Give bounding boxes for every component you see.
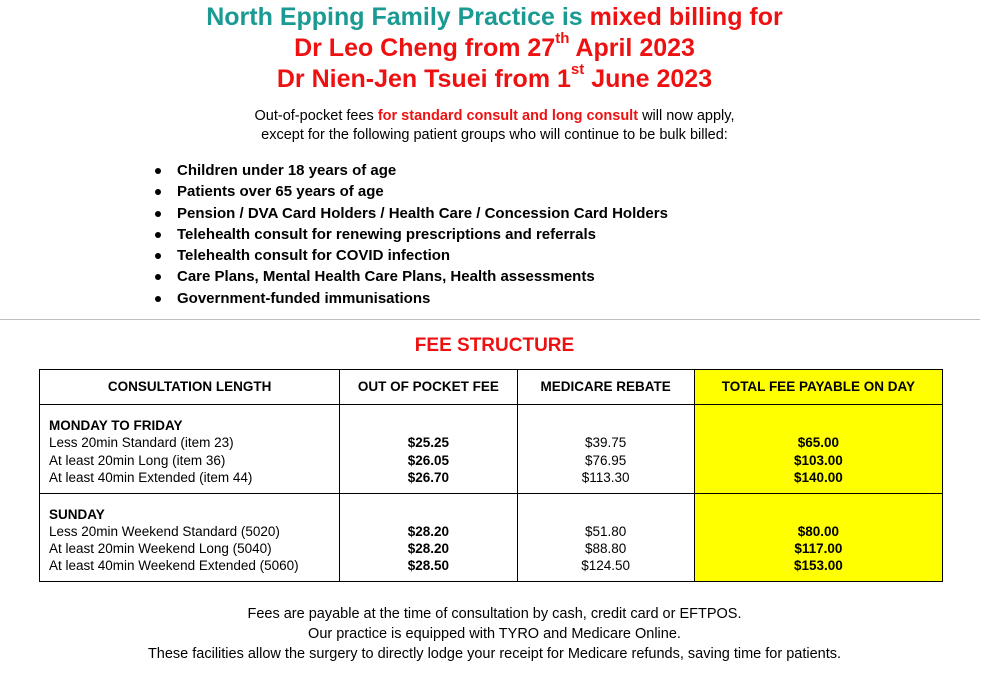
sunday-total <box>694 493 942 582</box>
practice-name: North Epping Family Practice is <box>206 3 583 31</box>
bullet-icon <box>155 296 161 302</box>
weekday-label: MONDAY TO FRIDAY <box>49 418 183 433</box>
table-row-weekday <box>40 405 943 494</box>
sunday-total-standard: $80.00 <box>797 523 839 539</box>
sunday-out-of-pocket <box>340 493 517 582</box>
sunday-item-standard: Less 20min Weekend Standard (5020) <box>49 523 280 539</box>
sunday-oop-extended: $28.50 <box>407 558 450 574</box>
sunday-total-long: $117.00 <box>794 541 843 557</box>
list-item-label: Pension / DVA Card Holders / Health Care / Concession Card Holders <box>177 204 668 222</box>
sunday-rebate-standard: $51.80 <box>584 523 627 539</box>
weekday-oop-standard: $25.25 <box>407 435 450 451</box>
sunday-item-extended: At least 40min Weekend Extended (5060) <box>49 558 299 574</box>
weekday-total-extended: $140.00 <box>793 469 843 485</box>
list-item <box>155 181 668 202</box>
list-item <box>155 224 668 245</box>
intro-line-1 <box>0 107 989 126</box>
list-item <box>155 160 668 181</box>
weekday-item-long: At least 20min Long (item 36) <box>49 452 226 468</box>
billing-notice: mixed billing for <box>589 3 783 31</box>
doctor-2-date-suffix: st <box>570 60 585 78</box>
list-item <box>155 266 668 287</box>
doctor-1-date: April 2023 <box>575 34 695 62</box>
sunday-oop-long: $28.20 <box>407 541 450 557</box>
table-row-sunday <box>40 493 943 582</box>
header-medicare-rebate: MEDICARE REBATE <box>517 370 694 405</box>
weekday-rebate-extended: $113.30 <box>581 469 630 485</box>
fee-table <box>39 369 943 582</box>
fee-structure-title: FEE STRUCTURE <box>414 335 575 356</box>
list-item-label: Children under 18 years of age <box>177 162 397 179</box>
doctor-2-text: Dr Nien-Jen Tsuei from 1 <box>276 65 571 93</box>
doctor-1-text: Dr Leo Cheng from 27 <box>294 34 556 62</box>
bullet-icon <box>155 232 161 238</box>
intro-line-2: except for the following patient groups who will continue to be bulk billed: <box>261 127 728 143</box>
sunday-rebate-extended: $124.50 <box>581 558 631 574</box>
sunday-rebate <box>517 493 694 582</box>
list-item <box>155 288 668 309</box>
weekday-total <box>694 405 942 494</box>
intro-highlight: for standard consult and long consult <box>377 108 639 124</box>
list-item-label: Telehealth consult for renewing prescriptions and referrals <box>177 225 596 243</box>
headline-line-2 <box>0 29 989 63</box>
footer-payment-methods: Fees are payable at the time of consultation by cash, credit card or EFTPOS. <box>247 606 742 622</box>
list-item-label: Care Plans, Mental Health Care Plans, Health assessments <box>177 268 595 286</box>
sunday-label: SUNDAY <box>49 506 105 522</box>
weekday-oop-long: $26.05 <box>407 452 450 468</box>
section-divider <box>0 319 980 320</box>
sunday-total-extended: $153.00 <box>793 558 843 574</box>
bullet-icon <box>155 168 161 174</box>
footer-lodging: These facilities allow the surgery to directly lodge your receipt for Medicare refunds, saving time for patients. <box>147 646 842 662</box>
bulk-billed-groups-list <box>155 160 668 309</box>
header-total-fee: TOTAL FEE PAYABLE ON DAY <box>694 370 942 405</box>
list-item-label: Telehealth consult for COVID infection <box>177 247 451 265</box>
doctor-2-date: June 2023 <box>591 65 713 93</box>
bullet-icon <box>155 274 161 280</box>
bullet-icon <box>155 211 161 217</box>
weekday-oop-extended: $26.70 <box>407 469 450 485</box>
weekday-item-extended: At least 40min Extended (item 44) <box>49 469 253 485</box>
headline-line-3 <box>0 60 989 94</box>
weekday-rebate-standard: $39.75 <box>584 435 627 451</box>
weekday-item-standard: Less 20min Standard (item 23) <box>49 435 234 451</box>
weekday-out-of-pocket <box>340 405 517 494</box>
header-out-of-pocket: OUT OF POCKET FEE <box>340 370 517 405</box>
header-consultation-length: CONSULTATION LENGTH <box>40 370 340 405</box>
weekday-consultations <box>40 405 340 494</box>
sunday-consultations <box>40 493 340 582</box>
bullet-icon <box>155 253 161 259</box>
footer-equipment: Our practice is equipped with TYRO and Medicare Online. <box>308 626 681 642</box>
bullet-icon <box>155 189 161 195</box>
list-item <box>155 203 668 224</box>
weekday-total-standard: $65.00 <box>797 435 839 451</box>
intro-after: will now apply, <box>642 108 735 124</box>
weekday-total-long: $103.00 <box>793 452 843 468</box>
doctor-1-date-suffix: th <box>555 29 570 47</box>
sunday-item-long: At least 20min Weekend Long (5040) <box>49 541 272 557</box>
weekday-rebate-long: $76.95 <box>584 452 627 468</box>
intro-before: Out-of-pocket fees <box>254 108 374 124</box>
weekday-rebate <box>517 405 694 494</box>
list-item-label: Patients over 65 years of age <box>177 183 384 201</box>
list-item-label: Government-funded immunisations <box>177 289 431 307</box>
list-item <box>155 245 668 266</box>
sunday-oop-standard: $28.20 <box>407 523 450 539</box>
headline-line-1 <box>0 2 989 32</box>
fee-table-header-row <box>40 370 943 405</box>
sunday-rebate-long: $88.80 <box>584 541 627 557</box>
